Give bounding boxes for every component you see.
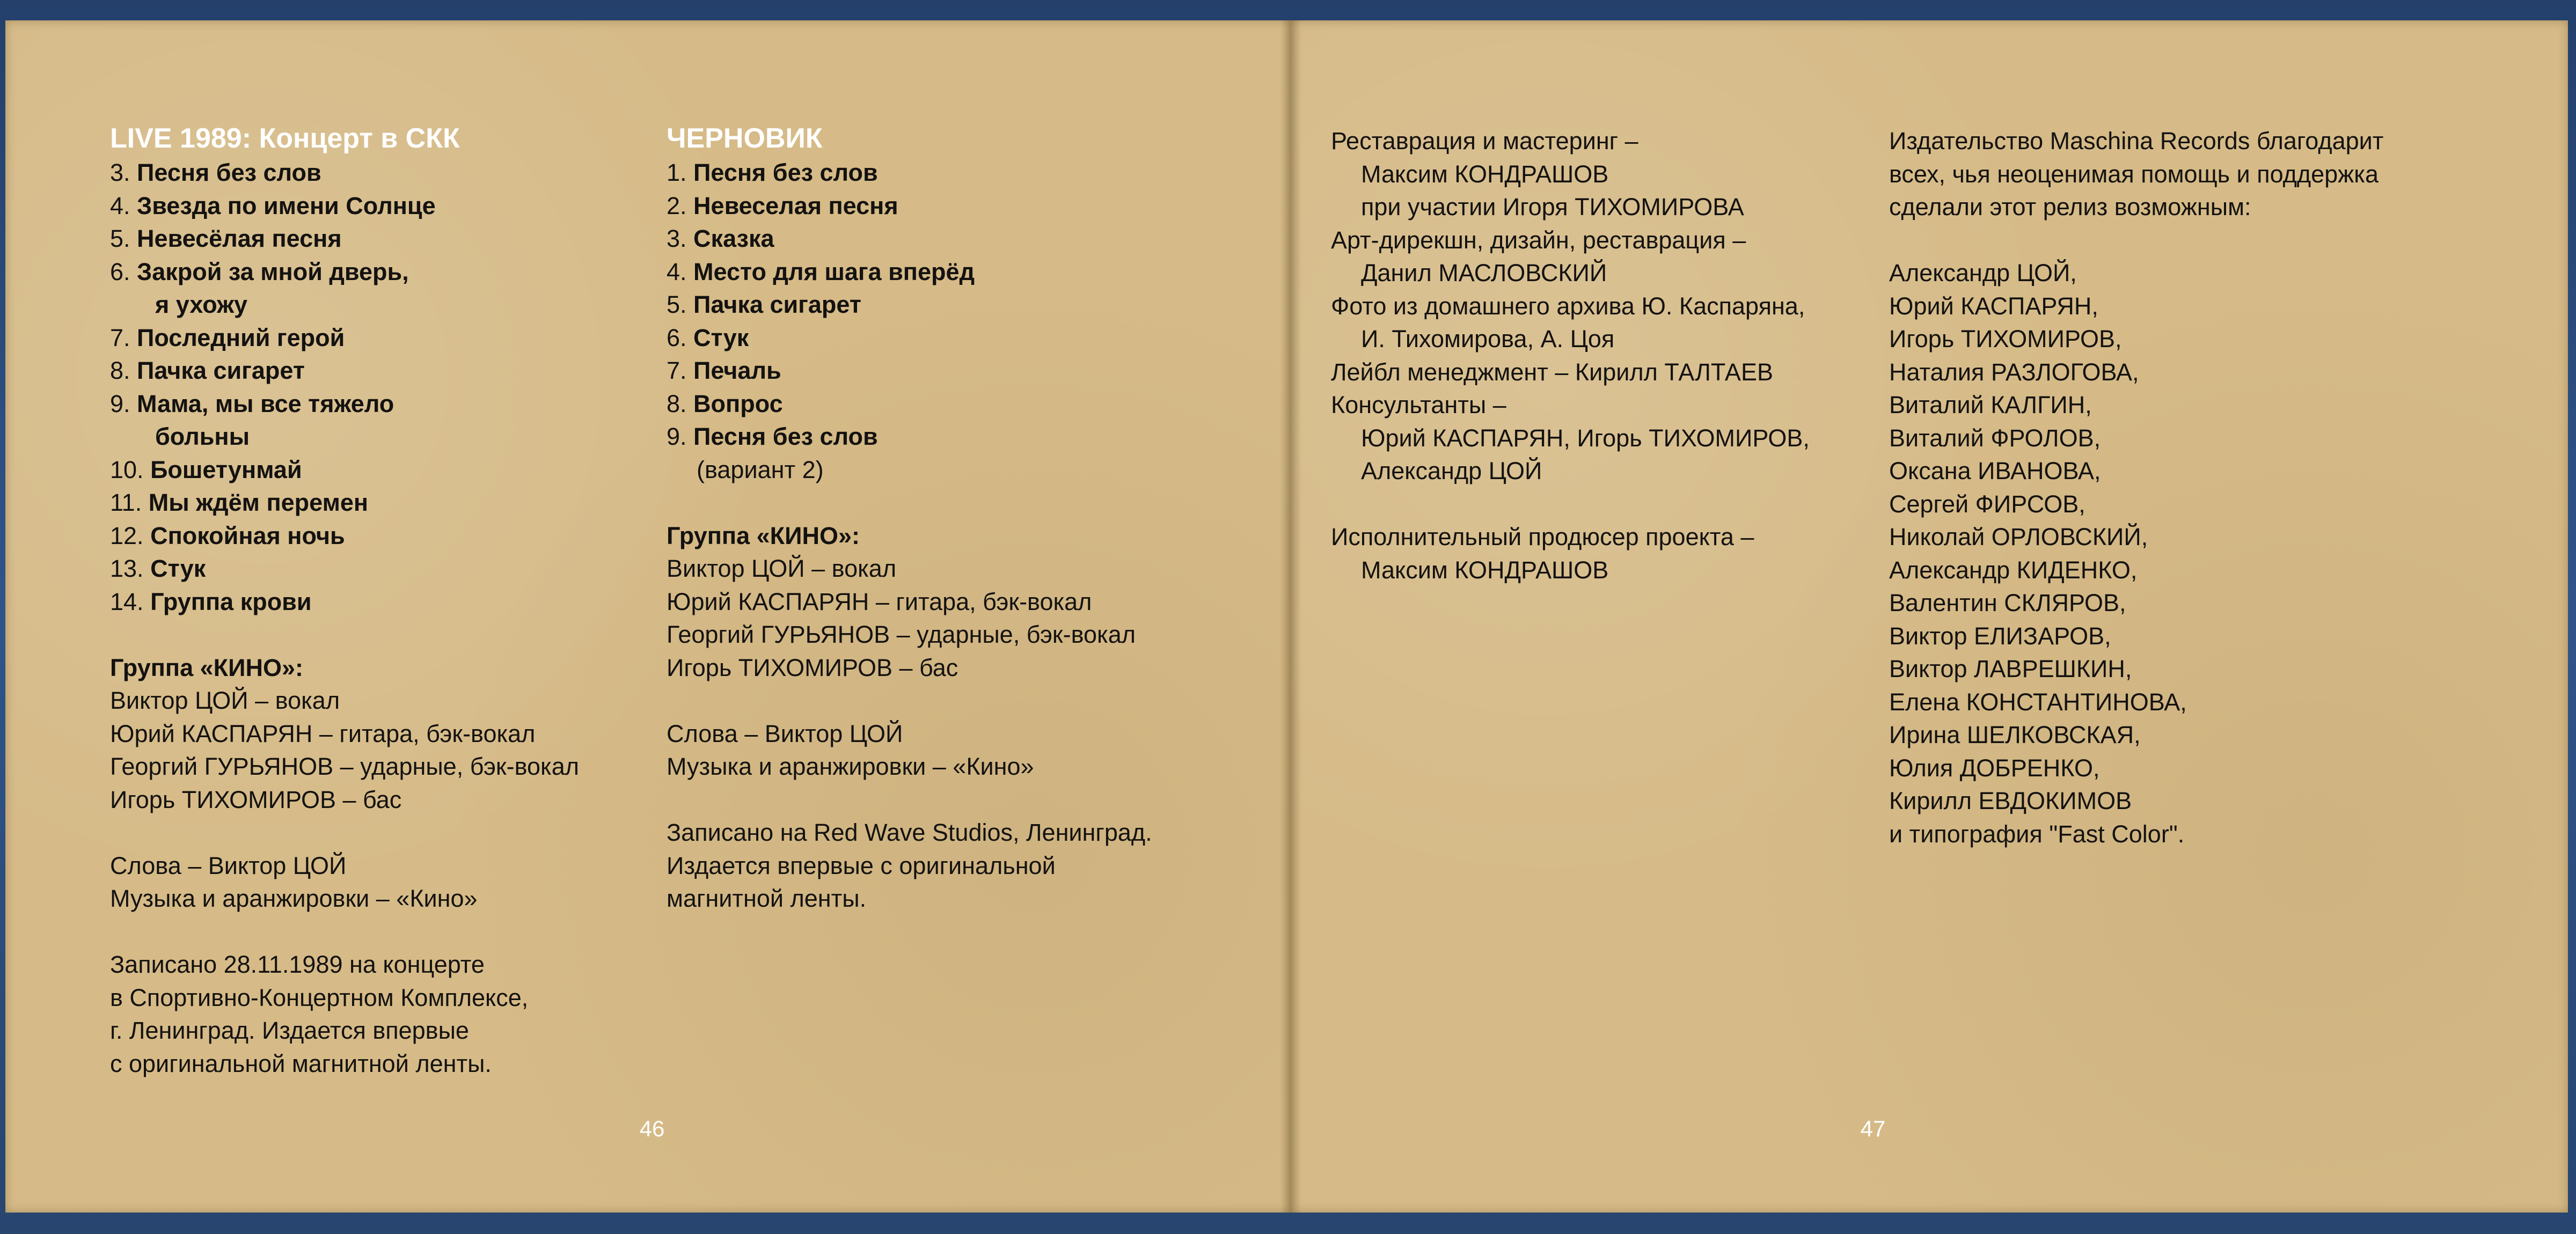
- credit-line: Слова – Виктор ЦОЙ: [110, 851, 347, 879]
- chernovik-column: [667, 121, 1152, 915]
- thanks-name: Виталий ФРОЛОВ,: [1889, 424, 2101, 452]
- thanks-name: Елена КОНСТАНТИНОВА,: [1889, 688, 2187, 716]
- track-item: 6. Закрой за мной дверь,: [110, 258, 409, 285]
- band-member: Виктор ЦОЙ – вокал: [667, 555, 897, 582]
- thanks-name: Наталия РАЗЛОГОВА,: [1889, 358, 2139, 386]
- track-item: 4. Место для шага вперёд: [667, 258, 975, 285]
- recording-note: с оригинальной магнитной ленты.: [110, 1049, 492, 1077]
- track-continuation: я ухожу: [155, 291, 248, 318]
- credit-line: Музыка и аранжировки – «Кино»: [667, 753, 1034, 780]
- track-item: 4. Звезда по имени Солнце: [110, 192, 436, 219]
- thanks-column: [1889, 124, 2383, 850]
- thanks-name: Юрий КАСПАРЯН,: [1889, 292, 2098, 320]
- band-member: Георгий ГУРЬЯНОВ – ударные, бэк-вокал: [110, 753, 579, 780]
- thanks-intro: всех, чья неоценимая помощь и поддержка: [1889, 160, 2379, 188]
- band-member: Игорь ТИХОМИРОВ – бас: [110, 785, 402, 813]
- track-item: 3. Сказка: [667, 225, 774, 252]
- live-1989-column: [110, 121, 579, 1080]
- recording-note: в Спортивно-Концертном Комплексе,: [110, 983, 529, 1011]
- thanks-name: Александр КИДЕНКО,: [1889, 556, 2138, 584]
- recording-note: магнитной ленты.: [667, 885, 867, 912]
- band-title: Группа «КИНО»:: [667, 521, 860, 549]
- production-credit: Максим КОНДРАШОВ: [1361, 160, 1609, 188]
- page-number-left: 46: [639, 1116, 665, 1141]
- producer-credit: Исполнительный продюсер проекта –: [1331, 523, 1754, 550]
- thanks-name: Юлия ДОБРЕНКО,: [1889, 754, 2100, 782]
- track-continuation: больны: [155, 423, 250, 450]
- track-item: 14. Группа крови: [110, 587, 312, 615]
- band-member: Виктор ЦОЙ – вокал: [110, 687, 340, 714]
- track-item: 9. Мама, мы все тяжело: [110, 390, 394, 417]
- thanks-intro: сделали этот релиз возможным:: [1889, 193, 2251, 221]
- thanks-name: Игорь ТИХОМИРОВ,: [1889, 325, 2122, 352]
- track-item: 3. Песня без слов: [110, 159, 321, 186]
- thanks-name: и типография "Fast Color".: [1889, 820, 2185, 848]
- production-credit: Александр ЦОЙ: [1361, 457, 1542, 484]
- production-credits-column: [1331, 124, 1810, 586]
- page-number-right: 47: [1860, 1116, 1886, 1141]
- thanks-intro: Издательство Maschina Records благодарит: [1889, 127, 2384, 155]
- production-credit: Фото из домашнего архива Ю. Каспаряна,: [1331, 292, 1805, 320]
- chernovik-tracklist: [667, 156, 1152, 486]
- track-item: 7. Печаль: [667, 357, 781, 384]
- production-credit: Реставрация и мастеринг –: [1331, 127, 1638, 155]
- band-member: Георгий ГУРЬЯНОВ – ударные, бэк-вокал: [667, 621, 1136, 648]
- recording-note: Записано на Red Wave Studios, Ленинград.: [667, 819, 1152, 846]
- track-item: 6. Стук: [667, 324, 749, 351]
- thanks-name: Кирилл ЕВДОКИМОВ: [1889, 787, 2132, 814]
- thanks-name: Оксана ИВАНОВА,: [1889, 457, 2101, 484]
- production-credit: Лейбл менеджмент – Кирилл ТАЛТАЕВ: [1331, 358, 1773, 386]
- recording-note: Издается впервые с оригинальной: [667, 851, 1056, 879]
- thanks-name: Валентин СКЛЯРОВ,: [1889, 589, 2126, 616]
- track-variant-note: (вариант 2): [697, 456, 824, 483]
- band-title: Группа «КИНО»:: [110, 653, 303, 681]
- track-item: 5. Пачка сигарет: [667, 291, 861, 318]
- chernovik-heading: ЧЕРНОВИК: [667, 123, 823, 154]
- production-credit: при участии Игоря ТИХОМИРОВА: [1361, 193, 1744, 221]
- track-item: 8. Пачка сигарет: [110, 357, 305, 384]
- band-member: Юрий КАСПАРЯН – гитара, бэк-вокал: [110, 719, 536, 747]
- production-credit: Данил МАСЛОВСКИЙ: [1361, 259, 1607, 287]
- thanks-name: Виктор ЕЛИЗАРОВ,: [1889, 622, 2111, 650]
- producer-credit: Максим КОНДРАШОВ: [1361, 556, 1609, 584]
- track-item: 2. Невеселая песня: [667, 192, 898, 219]
- thanks-name: Виктор ЛАВРЕШКИН,: [1889, 655, 2132, 682]
- production-credit: Юрий КАСПАРЯН, Игорь ТИХОМИРОВ,: [1361, 424, 1810, 452]
- production-credit: Арт-дирекшн, дизайн, реставрация –: [1331, 226, 1746, 254]
- thanks-name: Ирина ШЕЛКОВСКАЯ,: [1889, 721, 2141, 748]
- live-1989-tracklist: [110, 156, 579, 618]
- credit-line: Музыка и аранжировки – «Кино»: [110, 885, 478, 912]
- track-item: 8. Вопрос: [667, 390, 783, 417]
- thanks-name: Александр ЦОЙ,: [1889, 259, 2077, 287]
- track-item: 13. Стук: [110, 555, 206, 582]
- thanks-name: Сергей ФИРСОВ,: [1889, 490, 2085, 518]
- track-item: 7. Последний герой: [110, 324, 345, 351]
- thanks-name: Николай ОРЛОВСКИЙ,: [1889, 523, 2148, 550]
- recording-note: г. Ленинград. Издается впервые: [110, 1017, 469, 1044]
- track-item: 9. Песня без слов: [667, 423, 878, 450]
- track-item: 11. Мы ждём перемен: [110, 489, 369, 516]
- thanks-name: Виталий КАЛГИН,: [1889, 391, 2092, 418]
- live-1989-heading: LIVE 1989: Концерт в СКК: [110, 123, 460, 154]
- track-item: 1. Песня без слов: [667, 159, 878, 186]
- band-member: Юрий КАСПАРЯН – гитара, бэк-вокал: [667, 587, 1092, 615]
- track-item: 5. Невесёлая песня: [110, 225, 342, 252]
- booklet-spine: [1280, 20, 1301, 1213]
- recording-note: Записано 28.11.1989 на концерте: [110, 951, 485, 978]
- production-credit: Консультанты –: [1331, 391, 1506, 418]
- track-item: 12. Спокойная ночь: [110, 521, 345, 549]
- credit-line: Слова – Виктор ЦОЙ: [667, 719, 903, 747]
- track-item: 10. Бошетунмай: [110, 456, 302, 483]
- band-member: Игорь ТИХОМИРОВ – бас: [667, 653, 958, 681]
- production-credit: И. Тихомирова, А. Цоя: [1361, 325, 1615, 352]
